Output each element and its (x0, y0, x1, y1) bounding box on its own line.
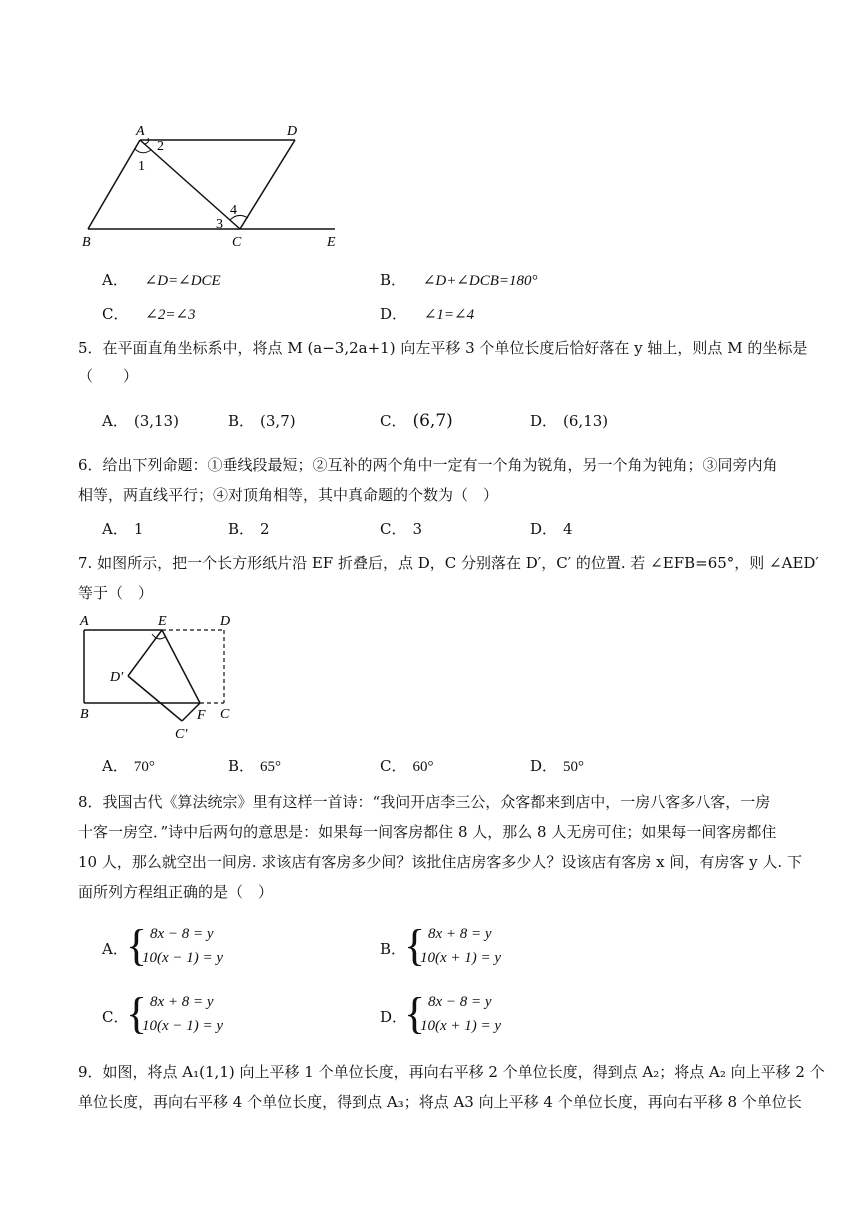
option-text: 60° (412, 759, 434, 775)
brace-icon: { (404, 989, 426, 1038)
q8-stem (78, 787, 848, 907)
option-letter: A． (102, 520, 128, 538)
q6-option-c[interactable] (380, 518, 422, 539)
option-text: (3,7) (260, 412, 296, 430)
q5-option-d[interactable] (530, 410, 608, 431)
label-d: D (220, 614, 231, 629)
equation-2: 10(x − 1) = y (142, 1018, 224, 1034)
fold-line-ef (162, 630, 200, 703)
option-letter: B． (380, 940, 407, 958)
brace-icon: { (126, 921, 148, 970)
label-c: C (220, 707, 230, 722)
option-letter: A． (102, 757, 128, 775)
q9-stem-line: 单位长度，再向右平移 4 个单位长度，得到点 A₃；将点 A3 向上平移 4 个单位长度，再向右平移 8 个单位长 (78, 1093, 802, 1111)
brace-icon: { (126, 989, 148, 1038)
q7-stem (78, 552, 848, 604)
option-letter: A． (102, 271, 128, 289)
label-f: F (197, 708, 206, 723)
q7-option-c[interactable] (380, 755, 433, 776)
option-text: (6,13) (563, 412, 609, 430)
q7-stem-line: 等于（ ） (78, 584, 154, 602)
q8-stem-line: 8．我国古代《算法统宗》里有这样一首诗：“我问开店李三公，众客都来到店中，一房八客多八客，一房 (78, 793, 771, 811)
label-e: E (327, 235, 336, 250)
q6-stem-line: 相等，两直线平行；④对顶角相等，其中真命题的个数为（ ） (78, 486, 499, 504)
q5-stem-line: 5．在平面直角坐标系中，将点 M (a−3,2a+1) 向左平移 3 个单位长度后恰好落在 y 轴上，则点 M 的坐标是 (78, 339, 808, 357)
diagonal-ac (140, 140, 240, 229)
folded-rectangle-figure (76, 612, 246, 742)
q5-option-a[interactable] (102, 410, 179, 431)
option-letter: C． (102, 305, 129, 323)
option-text: 65° (260, 759, 282, 775)
segment-ab (88, 140, 140, 229)
option-letter: B． (228, 757, 255, 775)
q4-option-d[interactable] (380, 303, 474, 324)
option-letter: A． (102, 412, 128, 430)
option-letter: D． (380, 305, 408, 323)
option-text: ∠2=∠3 (145, 307, 196, 323)
equation-2: 10(x − 1) = y (142, 950, 224, 966)
option-text: 4 (563, 520, 573, 538)
parallelogram-figure (80, 118, 360, 253)
label-a: A (80, 614, 89, 629)
equation-2: 10(x + 1) = y (420, 950, 502, 966)
option-text: (6,7) (412, 411, 453, 431)
option-text: 3 (412, 520, 423, 538)
q9-stem-line: 9．如图，将点 A₁(1,1) 向上平移 1 个单位长度，再向右平移 2 个单位长度，得到点 A₂；将点 A₂ 向上平移 2 个 (78, 1063, 825, 1081)
q7-option-b[interactable] (228, 755, 281, 776)
q6-option-b[interactable] (228, 518, 270, 539)
option-letter: D． (380, 1008, 408, 1026)
option-text: 70° (133, 759, 155, 775)
q6-stem (78, 454, 838, 506)
label-angle-4: 4 (230, 203, 237, 218)
option-text: ∠D=∠DCE (144, 273, 221, 289)
label-d: D (287, 124, 298, 139)
option-letter: A． (102, 940, 128, 958)
q6-option-a[interactable] (102, 518, 143, 539)
option-letter: B． (228, 520, 255, 538)
label-c: C (232, 235, 242, 250)
q4-option-b[interactable] (380, 269, 538, 290)
q4-option-c[interactable] (102, 303, 196, 324)
equation-1: 8x + 8 = y (150, 994, 214, 1010)
label-angle-3: 3 (216, 217, 223, 232)
option-letter: C． (102, 1008, 129, 1026)
option-letter: D． (530, 412, 558, 430)
q8-stem-line: 十客一房空．”诗中后两句的意思是：如果每一间客房都住 8 人，那么 8 人无房可住；如果每一间客房都住 (78, 823, 777, 841)
q8-stem-line: 面所列方程组正确的是（ ） (78, 883, 274, 901)
label-b: B (82, 235, 91, 250)
q8-stem-line: 10 人，那么就空出一间房. 求该店有客房多少间？该批住店房客多少人？设该店有客房 x 间，有房客 y 人. 下 (78, 853, 802, 871)
equation-1: 8x + 8 = y (428, 926, 492, 942)
segment-ed-prime (128, 630, 162, 676)
option-letter: D． (530, 757, 558, 775)
q5-option-c[interactable] (380, 410, 453, 431)
option-letter: B． (228, 412, 255, 430)
label-c-prime: C′ (175, 727, 188, 742)
option-text: ∠1=∠4 (423, 307, 475, 323)
q4-option-a[interactable] (102, 269, 221, 290)
q7-option-d[interactable] (530, 755, 584, 776)
label-angle-1: 1 (138, 159, 145, 174)
equation-1: 8x − 8 = y (150, 926, 214, 942)
brace-icon: { (404, 921, 426, 970)
option-letter: C． (380, 412, 407, 430)
angle-arc-2 (145, 138, 149, 144)
q5-option-b[interactable] (228, 410, 296, 431)
label-e: E (158, 614, 167, 629)
equation-2: 10(x + 1) = y (420, 1018, 502, 1034)
q9-stem (78, 1057, 848, 1117)
label-a: A (136, 124, 145, 139)
segment-dc (240, 140, 295, 229)
option-text: (3,13) (133, 412, 179, 430)
option-text: 50° (563, 759, 585, 775)
q7-stem-line: 7. 如图所示，把一个长方形纸片沿 EF 折叠后，点 D，C 分别落在 D′，C′ 的位置. 若 ∠EFB=65°，则 ∠AED′ (78, 554, 819, 572)
label-d-prime: D′ (110, 670, 124, 685)
label-b: B (80, 707, 89, 722)
q5-stem (78, 337, 838, 387)
option-letter: D． (530, 520, 558, 538)
option-text: 2 (260, 520, 270, 538)
option-text: ∠D+∠DCB=180° (422, 273, 538, 289)
segment-dprime-cprime (128, 676, 182, 721)
q5-answer-blank: （ ） (78, 367, 139, 385)
q7-option-a[interactable] (102, 755, 155, 776)
option-letter: C． (380, 757, 407, 775)
q6-option-d[interactable] (530, 518, 573, 539)
option-letter: C． (380, 520, 407, 538)
option-letter: B． (380, 271, 407, 289)
angle-arc-1 (135, 149, 151, 153)
label-angle-2: 2 (157, 139, 164, 154)
q6-stem-line: 6．给出下列命题：①垂线段最短；②互补的两个角中一定有一个角为锐角，另一个角为钝角；③同旁内角 (78, 456, 778, 474)
equation-1: 8x − 8 = y (428, 994, 492, 1010)
option-text: 1 (133, 520, 144, 538)
